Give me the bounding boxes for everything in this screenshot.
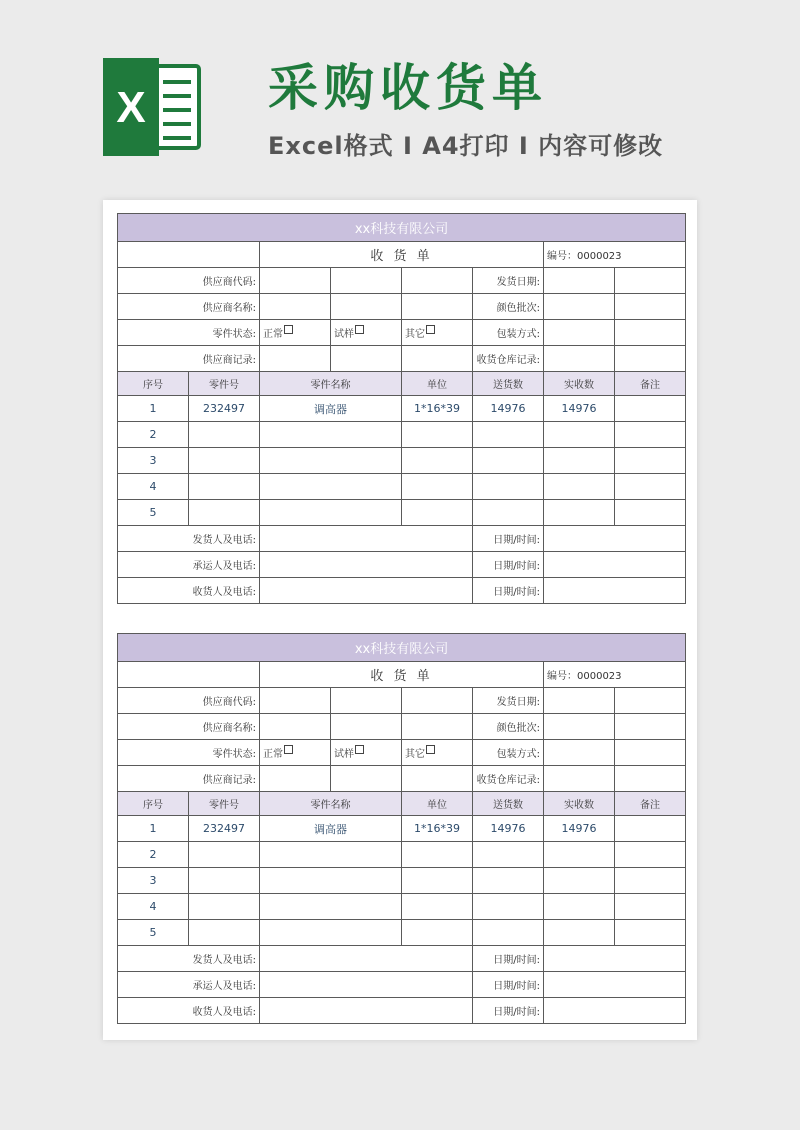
remark-cell[interactable] bbox=[615, 868, 686, 894]
received-qty-cell[interactable] bbox=[544, 920, 615, 946]
supplier-name-label: 供应商名称: bbox=[118, 294, 260, 320]
table-row bbox=[118, 396, 686, 422]
supplier-code-field[interactable] bbox=[260, 268, 331, 294]
delivery-date-field[interactable] bbox=[615, 268, 686, 294]
datetime-field[interactable] bbox=[544, 578, 686, 604]
table-row bbox=[118, 448, 686, 474]
checkbox-icon[interactable] bbox=[284, 325, 293, 334]
unit-cell[interactable] bbox=[402, 422, 473, 448]
part-number-cell[interactable] bbox=[189, 920, 260, 946]
carrier-phone-field[interactable] bbox=[260, 552, 473, 578]
supplier-record-field[interactable] bbox=[402, 346, 473, 372]
remark-cell[interactable] bbox=[615, 422, 686, 448]
part-number-cell[interactable] bbox=[189, 894, 260, 920]
received-qty-cell[interactable]: 14976 bbox=[544, 396, 615, 422]
part-name-cell[interactable] bbox=[260, 422, 402, 448]
supplier-record-label: 供应商记录: bbox=[118, 766, 260, 792]
supplier-record-field[interactable] bbox=[402, 766, 473, 792]
supplier-name-field[interactable] bbox=[402, 714, 473, 740]
sent-qty-cell[interactable] bbox=[473, 842, 544, 868]
warehouse-record-field[interactable] bbox=[544, 346, 615, 372]
supplier-record-field[interactable] bbox=[331, 346, 402, 372]
column-header: 实收数 bbox=[544, 792, 615, 816]
column-header: 送货数 bbox=[473, 792, 544, 816]
datetime-label: 日期/时间: bbox=[473, 998, 544, 1024]
datetime-field[interactable] bbox=[544, 946, 686, 972]
received-qty-cell[interactable] bbox=[544, 894, 615, 920]
receiver-phone-label: 收货人及电话: bbox=[118, 578, 260, 604]
table-row bbox=[118, 500, 686, 526]
status-option-sample[interactable]: 试样 bbox=[331, 320, 402, 346]
warehouse-record-field[interactable] bbox=[544, 766, 615, 792]
carrier-phone-label: 承运人及电话: bbox=[118, 972, 260, 998]
unit-cell[interactable] bbox=[402, 448, 473, 474]
supplier-name-field[interactable] bbox=[402, 294, 473, 320]
unit-cell[interactable] bbox=[402, 920, 473, 946]
remark-cell[interactable] bbox=[615, 448, 686, 474]
datetime-label: 日期/时间: bbox=[473, 578, 544, 604]
unit-cell[interactable] bbox=[402, 894, 473, 920]
received-qty-cell[interactable] bbox=[544, 474, 615, 500]
delivery-date-field[interactable] bbox=[544, 268, 615, 294]
sent-qty-cell[interactable] bbox=[473, 894, 544, 920]
supplier-record-label: 供应商记录: bbox=[118, 346, 260, 372]
remark-cell[interactable] bbox=[615, 894, 686, 920]
supplier-name-field[interactable] bbox=[331, 714, 402, 740]
status-option-other[interactable]: 其它 bbox=[402, 320, 473, 346]
column-header: 序号 bbox=[118, 372, 189, 396]
supplier-code-field[interactable] bbox=[331, 268, 402, 294]
supplier-record-field[interactable] bbox=[260, 766, 331, 792]
supplier-code-label: 供应商代码: bbox=[118, 688, 260, 714]
packaging-label: 包装方式: bbox=[473, 320, 544, 346]
checkbox-icon[interactable] bbox=[355, 325, 364, 334]
column-header: 备注 bbox=[615, 792, 686, 816]
part-status-label: 零件状态: bbox=[118, 320, 260, 346]
row-number: 1 bbox=[118, 816, 189, 842]
page-header bbox=[0, 0, 800, 200]
part-name-cell[interactable] bbox=[260, 868, 402, 894]
checkbox-icon[interactable] bbox=[355, 745, 364, 754]
part-name-cell[interactable] bbox=[260, 448, 402, 474]
datetime-label: 日期/时间: bbox=[473, 972, 544, 998]
excel-icon bbox=[103, 58, 203, 156]
svg-text:X: X bbox=[116, 83, 146, 132]
receipt-form bbox=[117, 213, 685, 604]
packaging-field[interactable] bbox=[544, 740, 615, 766]
unit-cell[interactable] bbox=[402, 842, 473, 868]
carrier-phone-field[interactable] bbox=[260, 972, 473, 998]
column-header: 送货数 bbox=[473, 372, 544, 396]
part-number-cell[interactable] bbox=[189, 422, 260, 448]
row-number: 1 bbox=[118, 396, 189, 422]
receipt-table bbox=[117, 213, 686, 604]
part-number-cell[interactable] bbox=[189, 474, 260, 500]
table-row bbox=[118, 894, 686, 920]
delivery-date-label: 发货日期: bbox=[473, 688, 544, 714]
column-header: 零件名称 bbox=[260, 372, 402, 396]
part-name-cell[interactable] bbox=[260, 500, 402, 526]
color-batch-field[interactable] bbox=[615, 714, 686, 740]
sent-qty-cell[interactable] bbox=[473, 500, 544, 526]
row-number: 2 bbox=[118, 842, 189, 868]
part-number-cell[interactable] bbox=[189, 868, 260, 894]
part-number-cell[interactable] bbox=[189, 842, 260, 868]
received-qty-cell[interactable] bbox=[544, 500, 615, 526]
supplier-name-field[interactable] bbox=[260, 294, 331, 320]
unit-cell[interactable] bbox=[402, 474, 473, 500]
received-qty-cell[interactable] bbox=[544, 868, 615, 894]
datetime-field[interactable] bbox=[544, 526, 686, 552]
company-name: xx科技有限公司 bbox=[118, 634, 686, 662]
remark-cell[interactable] bbox=[615, 474, 686, 500]
unit-cell[interactable]: 1*16*39 bbox=[402, 816, 473, 842]
sent-qty-cell[interactable] bbox=[473, 474, 544, 500]
packaging-field[interactable] bbox=[615, 320, 686, 346]
checkbox-icon[interactable] bbox=[426, 325, 435, 334]
supplier-record-field[interactable] bbox=[260, 346, 331, 372]
datetime-field[interactable] bbox=[544, 552, 686, 578]
shipper-phone-label: 发货人及电话: bbox=[118, 946, 260, 972]
part-number-cell[interactable] bbox=[189, 448, 260, 474]
status-option-normal[interactable]: 正常 bbox=[260, 740, 331, 766]
status-option-normal[interactable]: 正常 bbox=[260, 320, 331, 346]
remark-cell[interactable] bbox=[615, 500, 686, 526]
color-batch-field[interactable] bbox=[544, 714, 615, 740]
supplier-code-label: 供应商代码: bbox=[118, 268, 260, 294]
part-name-cell[interactable] bbox=[260, 920, 402, 946]
sent-qty-cell[interactable] bbox=[473, 422, 544, 448]
status-option-other[interactable]: 其它 bbox=[402, 740, 473, 766]
sent-qty-cell[interactable] bbox=[473, 448, 544, 474]
part-name-cell[interactable] bbox=[260, 474, 402, 500]
receiver-phone-label: 收货人及电话: bbox=[118, 998, 260, 1024]
column-header: 实收数 bbox=[544, 372, 615, 396]
row-number: 5 bbox=[118, 500, 189, 526]
column-header: 零件名称 bbox=[260, 792, 402, 816]
document-number: 编号：0000023 bbox=[544, 662, 686, 688]
paper-sheet bbox=[103, 200, 697, 1040]
unit-cell[interactable] bbox=[402, 868, 473, 894]
color-batch-field[interactable] bbox=[544, 294, 615, 320]
table-row bbox=[118, 842, 686, 868]
checkbox-icon[interactable] bbox=[426, 745, 435, 754]
part-name-cell[interactable] bbox=[260, 842, 402, 868]
packaging-field[interactable] bbox=[615, 740, 686, 766]
part-status-label: 零件状态: bbox=[118, 740, 260, 766]
carrier-phone-label: 承运人及电话: bbox=[118, 552, 260, 578]
received-qty-cell[interactable]: 14976 bbox=[544, 816, 615, 842]
table-row bbox=[118, 474, 686, 500]
blank-cell[interactable] bbox=[118, 242, 260, 268]
delivery-date-label: 发货日期: bbox=[473, 268, 544, 294]
remark-cell[interactable] bbox=[615, 396, 686, 422]
color-batch-label: 颜色批次: bbox=[473, 294, 544, 320]
part-name-cell[interactable]: 调高器 bbox=[260, 396, 402, 422]
supplier-record-field[interactable] bbox=[331, 766, 402, 792]
part-name-cell[interactable] bbox=[260, 894, 402, 920]
column-header: 备注 bbox=[615, 372, 686, 396]
shipper-phone-field[interactable] bbox=[260, 526, 473, 552]
supplier-code-field[interactable] bbox=[331, 688, 402, 714]
column-header: 零件号 bbox=[189, 792, 260, 816]
column-header: 单位 bbox=[402, 792, 473, 816]
row-number: 3 bbox=[118, 868, 189, 894]
sent-qty-cell[interactable]: 14976 bbox=[473, 396, 544, 422]
table-row bbox=[118, 816, 686, 842]
column-header: 序号 bbox=[118, 792, 189, 816]
receiver-phone-field[interactable] bbox=[260, 998, 473, 1024]
row-number: 3 bbox=[118, 448, 189, 474]
page-title: 采购收货单 bbox=[268, 59, 548, 117]
supplier-name-label: 供应商名称: bbox=[118, 714, 260, 740]
column-header: 零件号 bbox=[189, 372, 260, 396]
document-title: 收 货 单 bbox=[260, 242, 544, 268]
delivery-date-field[interactable] bbox=[544, 688, 615, 714]
receipt-form bbox=[117, 633, 685, 1024]
supplier-code-field[interactable] bbox=[402, 688, 473, 714]
packaging-field[interactable] bbox=[544, 320, 615, 346]
sent-qty-cell[interactable]: 14976 bbox=[473, 816, 544, 842]
row-number: 4 bbox=[118, 474, 189, 500]
table-row bbox=[118, 422, 686, 448]
document-number: 编号：0000023 bbox=[544, 242, 686, 268]
color-batch-field[interactable] bbox=[615, 294, 686, 320]
packaging-label: 包装方式: bbox=[473, 740, 544, 766]
document-title: 收 货 单 bbox=[260, 662, 544, 688]
checkbox-icon[interactable] bbox=[284, 745, 293, 754]
datetime-label: 日期/时间: bbox=[473, 946, 544, 972]
received-qty-cell[interactable] bbox=[544, 448, 615, 474]
column-header: 单位 bbox=[402, 372, 473, 396]
receipt-table bbox=[117, 633, 686, 1024]
part-number-cell[interactable]: 232497 bbox=[189, 816, 260, 842]
unit-cell[interactable]: 1*16*39 bbox=[402, 396, 473, 422]
supplier-name-field[interactable] bbox=[331, 294, 402, 320]
row-number: 5 bbox=[118, 920, 189, 946]
remark-cell[interactable] bbox=[615, 920, 686, 946]
datetime-label: 日期/时间: bbox=[473, 552, 544, 578]
table-row bbox=[118, 920, 686, 946]
part-number-cell[interactable] bbox=[189, 500, 260, 526]
sent-qty-cell[interactable] bbox=[473, 868, 544, 894]
warehouse-record-label: 收货仓库记录: bbox=[473, 766, 544, 792]
unit-cell[interactable] bbox=[402, 500, 473, 526]
warehouse-record-field[interactable] bbox=[615, 346, 686, 372]
row-number: 2 bbox=[118, 422, 189, 448]
datetime-field[interactable] bbox=[544, 998, 686, 1024]
shipper-phone-label: 发货人及电话: bbox=[118, 526, 260, 552]
received-qty-cell[interactable] bbox=[544, 842, 615, 868]
company-name: xx科技有限公司 bbox=[118, 214, 686, 242]
blank-cell[interactable] bbox=[118, 662, 260, 688]
page-subtitle: Excel格式 I A4打印 I 内容可修改 bbox=[268, 132, 664, 160]
warehouse-record-label: 收货仓库记录: bbox=[473, 346, 544, 372]
row-number: 4 bbox=[118, 894, 189, 920]
delivery-date-field[interactable] bbox=[615, 688, 686, 714]
receiver-phone-field[interactable] bbox=[260, 578, 473, 604]
color-batch-label: 颜色批次: bbox=[473, 714, 544, 740]
part-name-cell[interactable]: 调高器 bbox=[260, 816, 402, 842]
supplier-code-field[interactable] bbox=[402, 268, 473, 294]
status-option-sample[interactable]: 试样 bbox=[331, 740, 402, 766]
remark-cell[interactable] bbox=[615, 842, 686, 868]
warehouse-record-field[interactable] bbox=[615, 766, 686, 792]
received-qty-cell[interactable] bbox=[544, 422, 615, 448]
table-row bbox=[118, 868, 686, 894]
part-number-cell[interactable]: 232497 bbox=[189, 396, 260, 422]
shipper-phone-field[interactable] bbox=[260, 946, 473, 972]
datetime-label: 日期/时间: bbox=[473, 526, 544, 552]
remark-cell[interactable] bbox=[615, 816, 686, 842]
supplier-code-field[interactable] bbox=[260, 688, 331, 714]
datetime-field[interactable] bbox=[544, 972, 686, 998]
sent-qty-cell[interactable] bbox=[473, 920, 544, 946]
supplier-name-field[interactable] bbox=[260, 714, 331, 740]
